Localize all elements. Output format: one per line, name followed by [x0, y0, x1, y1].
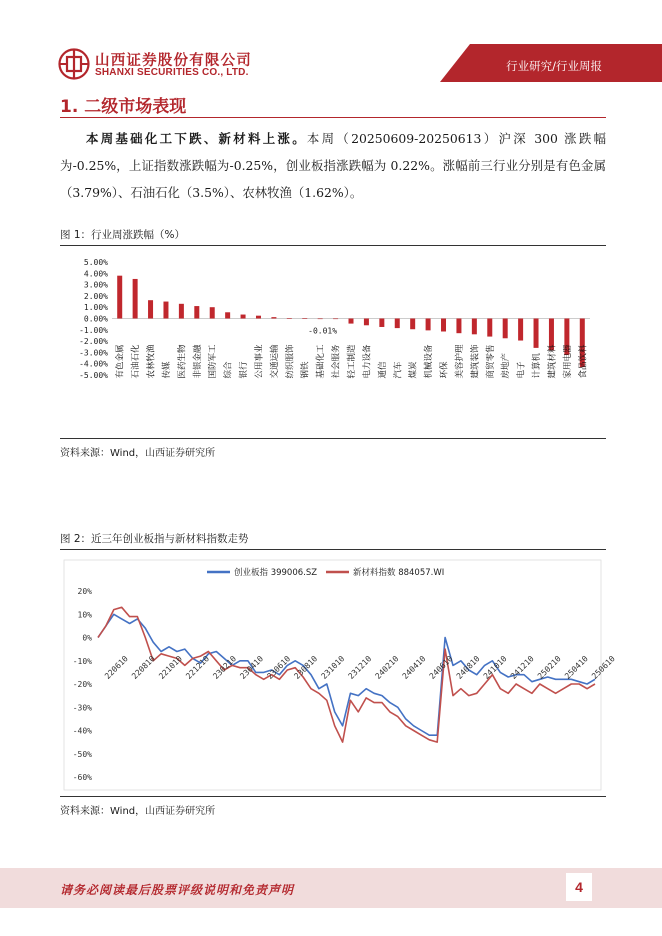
bar-美容护理 [456, 319, 461, 334]
x-tick-label: 国防军工 [208, 344, 219, 379]
y-tick-label: -50% [72, 749, 92, 759]
page-number: 4 [566, 873, 592, 901]
x-tick-label: 建筑装饰 [470, 344, 481, 379]
y-tick-label: -10% [72, 656, 92, 666]
bar-电力设备 [364, 319, 369, 326]
y-tick-label: -30% [72, 703, 92, 713]
x-tick-label: 公用事业 [254, 344, 265, 379]
figure1-top-rule [60, 245, 606, 246]
x-tick-label: 230810 [292, 654, 320, 681]
x-tick-label: 环保 [439, 361, 450, 379]
x-tick-label: 230210 [211, 654, 239, 681]
page-header [0, 0, 662, 86]
x-tick-label: 石油石化 [131, 344, 142, 379]
x-tick-label: 机械设备 [424, 344, 435, 379]
figure1-source: 资料来源：Wind，山西证券研究所 [60, 448, 216, 459]
y-tick-label: 5.00% [83, 258, 108, 267]
x-tick-label: 社会服务 [331, 344, 342, 379]
x-tick-label: 农林牧渔 [146, 344, 157, 379]
bar-房地产 [503, 319, 508, 339]
legend-label-gem: 创业板指 399006.SZ [234, 568, 318, 578]
section-title: 1. 二级市场表现 [60, 90, 606, 118]
y-tick-label: -4.00% [79, 359, 108, 369]
bar-基础化工 [318, 319, 323, 320]
x-tick-label: 250610 [590, 654, 617, 681]
x-tick-label: 纺织服饰 [285, 344, 296, 379]
x-tick-label: 综合 [223, 361, 234, 379]
x-tick-label: 电子 [516, 361, 527, 379]
y-tick-label: -2.00% [79, 337, 108, 347]
x-tick-label: 241210 [508, 654, 536, 681]
x-tick-label: 电力设备 [362, 344, 373, 379]
y-tick-label: 2.00% [83, 291, 108, 301]
bar-农林牧渔 [148, 300, 153, 318]
bar-轻工制造 [349, 319, 354, 324]
bar-煤炭 [410, 319, 415, 330]
x-tick-label: 220810 [130, 654, 157, 681]
y-tick-label: 20% [77, 587, 92, 596]
x-tick-label: 通信 [377, 361, 388, 379]
y-tick-label: 0.00% [83, 314, 108, 324]
industry-weekly-change-bar-chart [60, 250, 606, 435]
y-tick-label: 1.00% [83, 303, 108, 313]
x-tick-label: 交通运输 [269, 344, 280, 379]
bar-公用事业 [256, 316, 261, 319]
figure2-bottom-rule [60, 796, 606, 797]
x-tick-label: 家用电器 [562, 344, 573, 379]
x-tick-label: 231210 [346, 654, 374, 681]
paragraph-body: 本周（20250609-20250613）沪深 300 涨跌幅为-0.25%，上证指数涨跌幅为-0.25%，创业板指涨跌幅为 0.22%。涨幅前三行业分别是有色金属（3.79%）、石油石化（3.5%）、农林牧渔（1.62%）。 [60, 131, 606, 200]
bar-交通运输 [271, 317, 276, 318]
x-tick-label: 220610 [103, 654, 130, 681]
x-tick-label: 241010 [481, 654, 509, 681]
x-tick-label: 银行 [239, 361, 250, 379]
bar-社会服务 [333, 319, 338, 320]
x-tick-label: 221210 [184, 654, 212, 681]
bar-石油石化 [133, 279, 138, 319]
x-tick-label: 美容护理 [454, 344, 465, 379]
x-tick-label: 221010 [157, 654, 184, 681]
summary-paragraph [60, 125, 606, 206]
gem-vs-new-materials-line-chart [60, 558, 617, 793]
bar-电子 [518, 319, 523, 341]
bar-传媒 [163, 302, 168, 319]
company-name-cn: 山西证券股份有限公司 [95, 53, 252, 69]
x-tick-label: 250210 [535, 654, 563, 681]
x-tick-label: 230410 [238, 654, 266, 681]
bar-商贸零售 [487, 319, 492, 337]
y-tick-label: -3.00% [79, 348, 108, 358]
x-tick-label: 非银金融 [192, 344, 203, 379]
x-tick-label: 231010 [319, 654, 347, 681]
x-tick-label: 230610 [265, 654, 293, 681]
x-tick-label: 医药生物 [177, 344, 188, 379]
figure2-top-rule [60, 549, 606, 550]
y-tick-label: -1.00% [79, 325, 108, 335]
x-tick-label: 250410 [562, 654, 590, 681]
y-tick-label: 4.00% [83, 269, 108, 279]
x-tick-label: 汽车 [393, 361, 404, 379]
x-tick-label: 有色金属 [115, 344, 126, 379]
footer-disclaimer: 请务必阅读最后股票评级说明和免责声明 [60, 883, 295, 897]
x-tick-label: 基础化工 [316, 344, 327, 379]
figure2-source: 资料来源：Wind，山西证券研究所 [60, 806, 216, 817]
figure2-caption: 图 2：近三年创业板指与新材料指数走势 [60, 533, 249, 545]
bar-钢铁 [302, 318, 307, 319]
bar-机械设备 [426, 319, 431, 331]
company-logo-icon [58, 48, 90, 80]
x-tick-label: 240610 [427, 654, 455, 681]
report-type-tag: 行业研究/行业周报 [506, 59, 602, 73]
x-tick-label: 建筑材料 [547, 344, 558, 379]
company-name-en: SHANXI SECURITIES CO., LTD. [95, 67, 249, 78]
y-tick-label: 10% [77, 610, 92, 620]
bar-非银金融 [194, 306, 199, 318]
y-tick-label: 3.00% [83, 280, 108, 290]
figure1-bottom-rule [60, 438, 606, 439]
x-tick-label: 房地产 [501, 352, 512, 379]
bar-建筑装饰 [472, 319, 477, 335]
x-tick-label: 240210 [373, 654, 401, 681]
y-tick-label: -40% [72, 726, 92, 736]
bar-有色金属 [117, 276, 122, 319]
bar-计算机 [534, 319, 539, 348]
x-tick-label: 240810 [454, 654, 482, 681]
bar-汽车 [395, 319, 400, 329]
bar-医药生物 [179, 304, 184, 319]
x-tick-label: 钢铁 [300, 361, 311, 379]
y-tick-label: -20% [72, 680, 92, 689]
figure1-caption: 图 1：行业周涨跌幅（%） [60, 229, 185, 241]
x-tick-label: 传媒 [161, 361, 172, 379]
bar-纺织服饰 [287, 318, 292, 319]
bar-国防军工 [210, 307, 215, 318]
y-tick-label: -5.00% [79, 371, 108, 380]
x-tick-label: 商贸零售 [485, 344, 496, 379]
bar-银行 [241, 315, 246, 319]
x-tick-label: 煤炭 [408, 361, 419, 379]
paragraph-lead: 本周基础化工下跌、新材料上涨。 [86, 131, 307, 146]
x-tick-label: 食品饮料 [578, 344, 589, 379]
x-tick-label: 240410 [400, 654, 428, 681]
bar-综合 [225, 312, 230, 318]
bar-环保 [441, 319, 446, 332]
data-label: -0.01% [308, 326, 338, 336]
x-tick-label: 计算机 [532, 352, 543, 379]
y-tick-label: 0% [82, 633, 92, 643]
y-tick-label: -60% [72, 773, 92, 782]
bar-通信 [379, 319, 384, 327]
x-tick-label: 轻工制造 [347, 344, 357, 379]
legend-label-new-materials: 新材料指数 884057.WI [353, 568, 445, 578]
